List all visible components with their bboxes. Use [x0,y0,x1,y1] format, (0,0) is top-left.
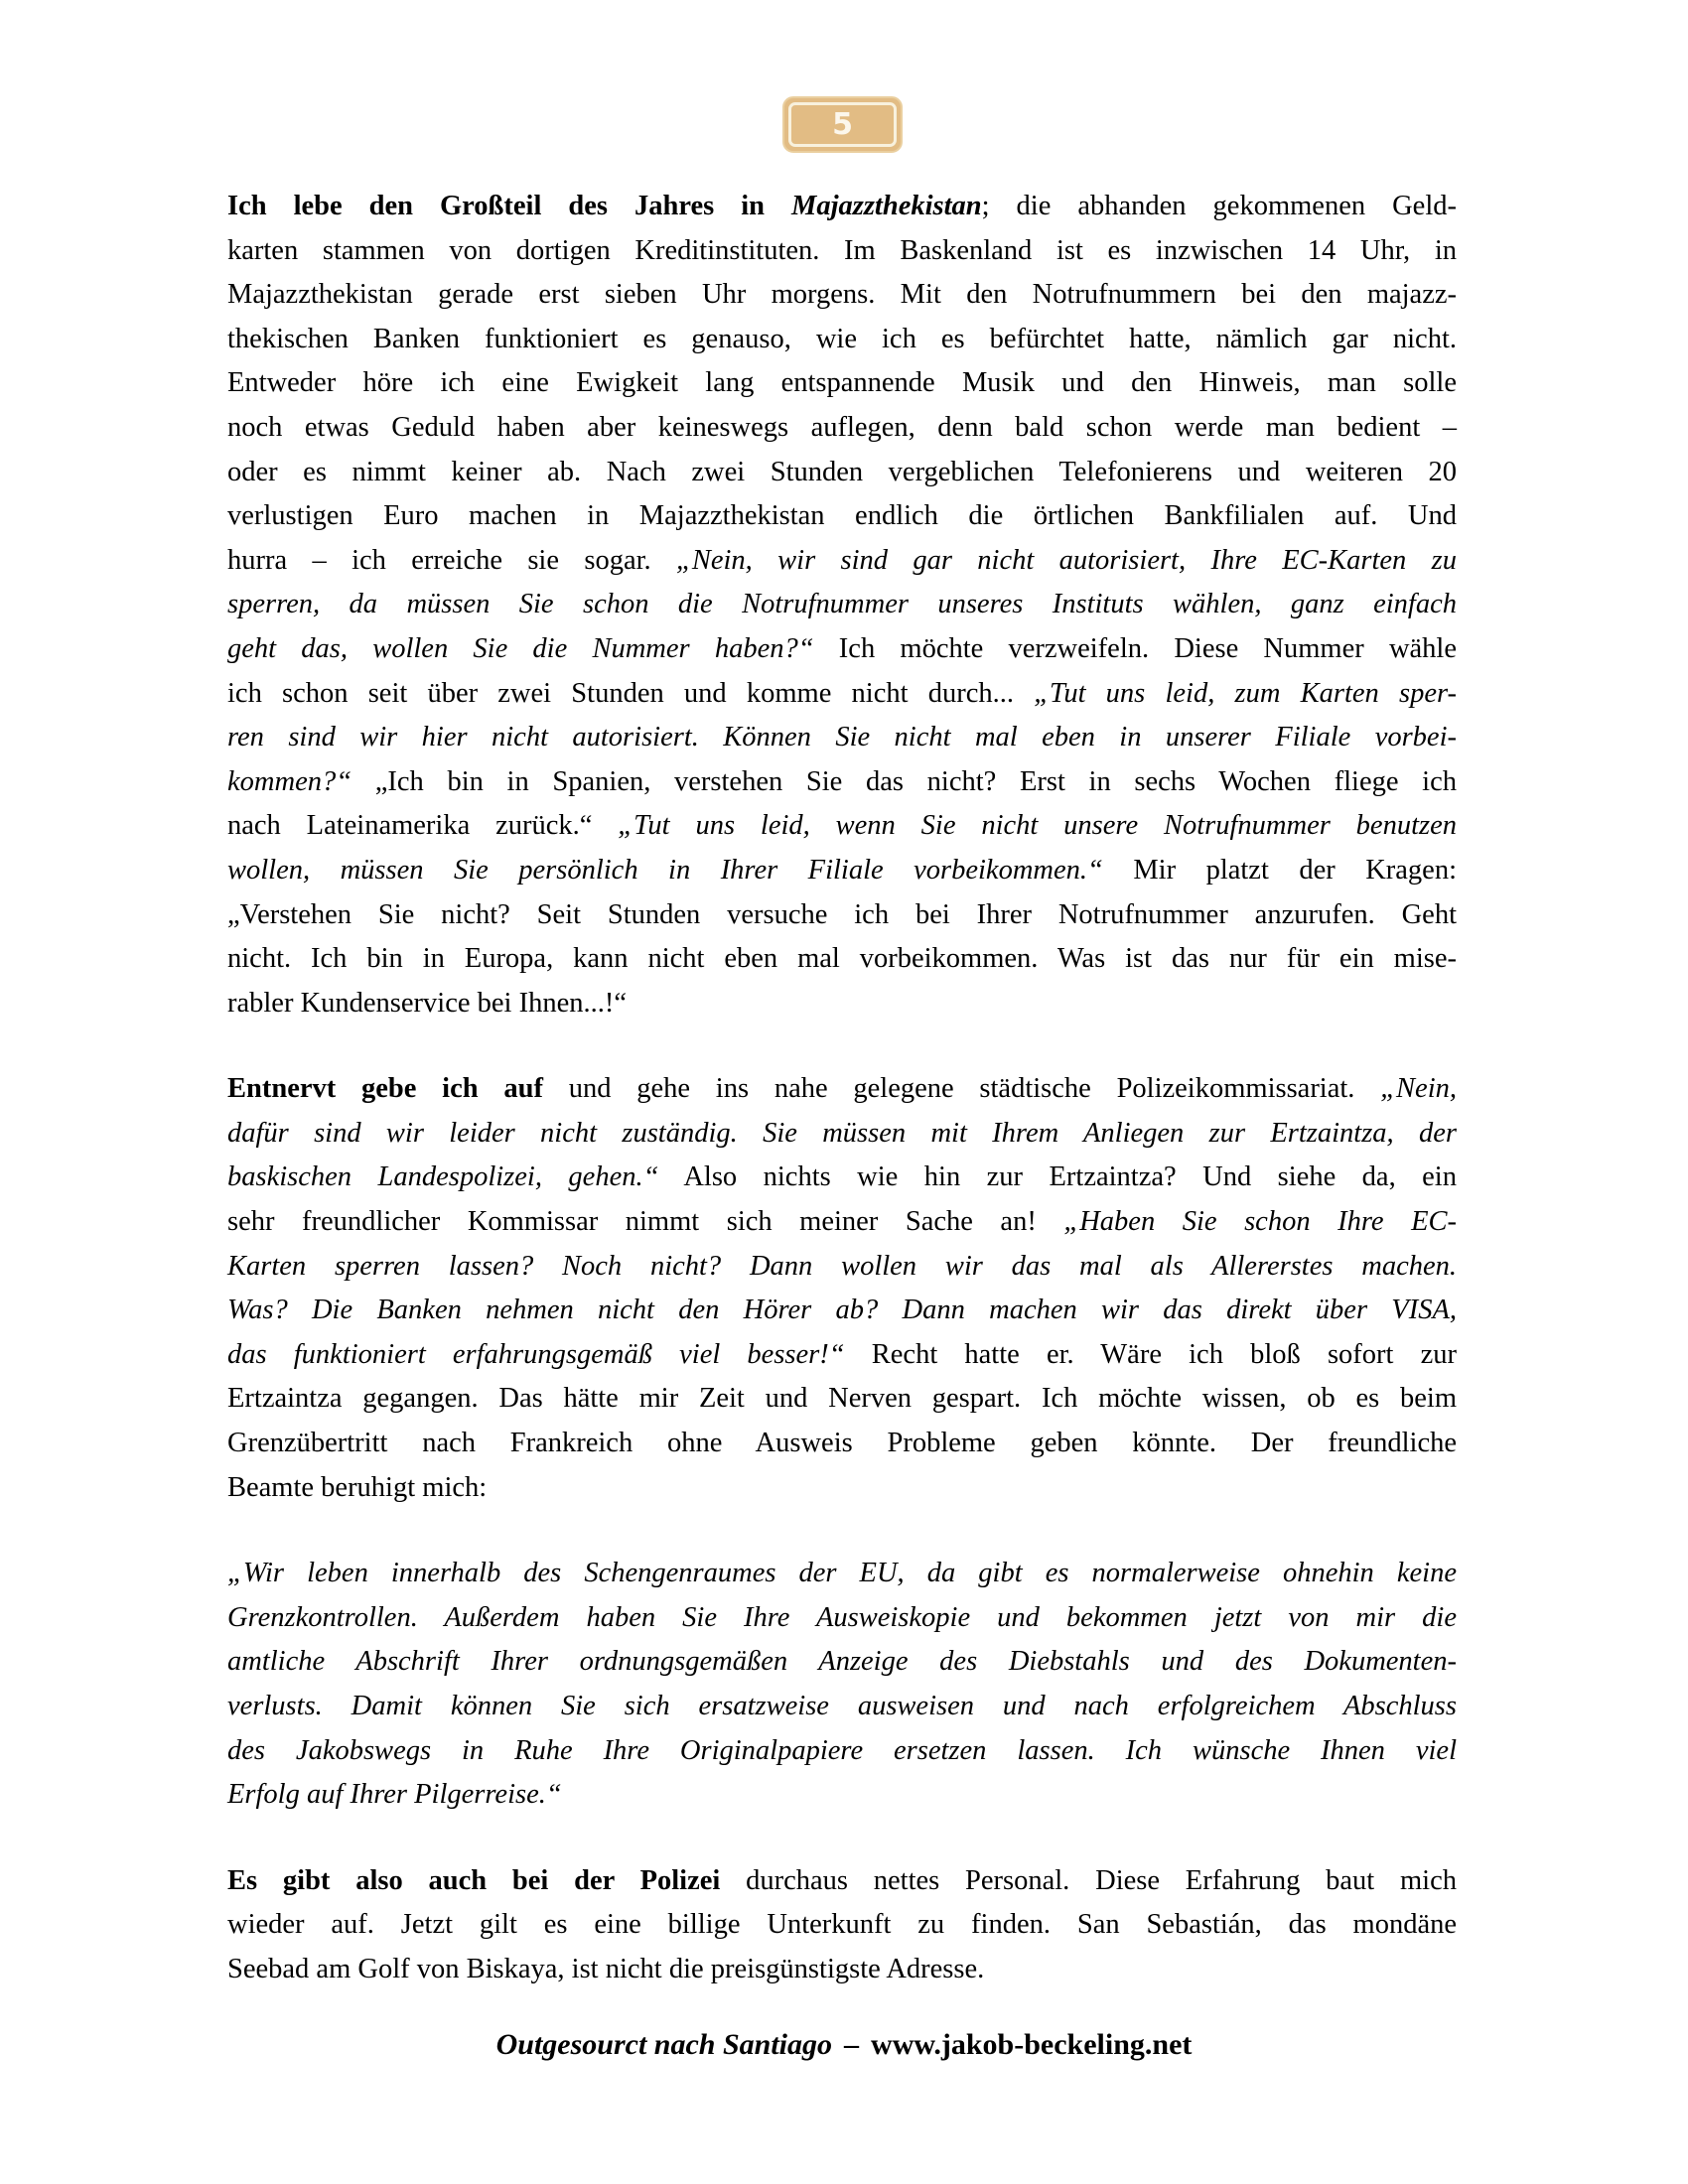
text-segment: „Wir leben innerhalb des Schengenraumes der EU, da gibt es normalerweise ohnehin keine [227,1558,1457,1589]
text-segment: Es gibt also auch bei der Polizei [227,1864,721,1896]
paragraph [227,1859,1457,1992]
text-line [227,1333,1457,1378]
text-segment: „Nein, [1380,1073,1457,1105]
text-segment: Entnervt gebe ich auf [227,1073,543,1105]
footer-book-title: Outgesourct nach Santiago [495,2028,833,2061]
text-line [227,406,1457,451]
text-line [227,1422,1457,1466]
text-line [227,1552,1457,1596]
text-segment: Erfolg auf Ihrer Pilgerreise.“ [227,1779,562,1811]
body-text [227,185,1457,1992]
text-line [227,893,1457,938]
text-segment: oder es nimmt keiner ab. Nach zwei Stunden vergeblichen Telefonierens und weiteren 20 [227,456,1457,487]
text-segment: Karten sperren lassen? Noch nicht? Dann wollen wir das mal als Allererstes machen. [227,1250,1457,1282]
text-line [227,1685,1457,1729]
text-segment: amtliche Abschrift Ihrer ordnungsgemäßen Anzeige des Diebstahls und des Dokumenten- [227,1646,1457,1678]
text-segment: Majazzthekistan [790,191,982,221]
text-segment: Mir platzt der Kragen: [1102,854,1457,886]
text-line [227,1859,1457,1904]
text-line [227,804,1457,849]
text-segment: Grenzkontrollen. Außerdem haben Sie Ihre Ausweiskopie und bekommen jetzt von mir die [227,1601,1457,1633]
text-segment: Majazzthekistan gerade erst sieben Uhr morgens. Mit den Notrufnummern bei den majazz- [227,279,1457,311]
text-segment: wollen, müssen Sie persönlich in Ihrer Filiale vorbeikommen.“ [227,854,1103,886]
text-segment: nach Lateinamerika zurück.“ [227,810,619,842]
text-line [227,1948,1457,1992]
text-segment: noch etwas Geduld haben aber keineswegs auflegen, denn bald schon werde man bedient – [227,411,1457,443]
text-segment: ; die abhanden gekommenen Geld- [981,191,1457,221]
text-segment: „Tut uns leid, wenn Sie nicht unsere Notrufnummer benutzen [618,810,1457,842]
text-line [227,1289,1457,1333]
text-line [227,716,1457,760]
text-segment: verlusts. Damit können Sie sich ersatzweise ausweisen und nach erfolgreichem Abschluss [227,1691,1457,1721]
text-line [227,1773,1457,1818]
text-line [227,273,1457,318]
text-line [227,361,1457,406]
text-line [227,982,1457,1026]
text-line [227,494,1457,539]
text-segment: geht das, wollen Sie die Nummer haben?“ [227,632,814,664]
text-line [227,1156,1457,1200]
text-segment: Grenzübertritt nach Frankreich ohne Ausweis Probleme geben könnte. Der freundliche [227,1428,1457,1459]
text-segment: rabler Kundenservice bei Ihnen...!“ [227,987,627,1019]
text-line [227,1200,1457,1245]
text-line [227,229,1457,274]
text-segment: wieder auf. Jetzt gilt es eine billige Unterkunft zu finden. San Sebastián, das mondäne [227,1909,1457,1941]
text-segment: „Ich bin in Spanien, verstehen Sie das nicht? Erst in sechs Wochen fliege ich [352,765,1457,797]
text-segment: Also nichts wie hin zur Ertzaintza? Und siehe da, ein [658,1161,1457,1193]
paragraph [227,1067,1457,1510]
text-segment: Ich lebe den Großteil des Jahres in [227,191,791,221]
text-line [227,1377,1457,1422]
text-line [227,937,1457,982]
text-segment: Ertzaintza gegangen. Das hätte mir Zeit und Nerven gespart. Ich möchte wissen, ob es beim [227,1383,1457,1415]
text-segment: „Nein, wir sind gar nicht autorisiert, Ihre EC-Karten zu [675,544,1457,576]
text-line [227,1729,1457,1774]
footer-website-url: www.jakob-beckeling.net [871,2028,1193,2061]
text-segment: sperren, da müssen Sie schon die Notrufnummer unseres Instituts wählen, ganz einfach [227,589,1457,620]
text-segment: durchaus nettes Personal. Diese Erfahrung baut mich [720,1864,1457,1896]
text-line [227,318,1457,362]
text-line [227,672,1457,717]
text-segment: hurra – ich erreiche sie sogar. [227,544,676,576]
text-line [227,627,1457,672]
text-line [227,1245,1457,1290]
paragraph [227,1552,1457,1818]
paragraph [227,185,1457,1025]
text-line [227,1466,1457,1511]
text-segment: „Verstehen Sie nicht? Seit Stunden versuche ich bei Ihrer Notrufnummer anzurufen. Geht [227,898,1457,930]
text-segment: karten stammen von dortigen Kreditinstituten. Im Baskenland ist es inzwischen 14 Uhr, in [227,234,1457,266]
text-segment: und gehe ins nahe gelegene städtische Polizeikommissariat. [542,1073,1381,1105]
text-line [227,185,1457,229]
text-segment: Seebad am Golf von Biskaya, ist nicht die preisgünstigste Adresse. [227,1953,985,1984]
page-footer [0,2028,1688,2062]
text-segment: Recht hatte er. Wäre ich bloß sofort zur [844,1338,1457,1370]
text-segment: nicht. Ich bin in Europa, kann nicht eben mal vorbeikommen. Was ist das nur für ein mise- [227,943,1457,975]
text-line [227,451,1457,495]
text-segment: baskischen Landespolizei, gehen.“ [227,1161,659,1193]
text-segment: das funktioniert erfahrungsgemäß viel besser!“ [227,1338,845,1370]
text-segment: „Tut uns leid, zum Karten sper- [1034,677,1458,709]
text-segment: Was? Die Banken nehmen nicht den Hörer ab? Dann machen wir das direkt über VISA, [227,1295,1457,1326]
text-segment: thekischen Banken funktioniert es genauso, wie ich es befürchtet hatte, nämlich gar nicht. [227,323,1457,354]
text-segment: ich schon seit über zwei Stunden und komme nicht durch... [227,677,1035,709]
footer-dash: – [844,2028,860,2061]
text-line [227,760,1457,805]
text-segment: ren sind wir hier nicht autorisiert. Können Sie nicht mal eben in unserer Filiale vorbei- [227,722,1457,753]
text-line [227,849,1457,893]
text-line [227,1067,1457,1112]
text-segment: kommen?“ [227,765,352,797]
page-number-badge [782,96,903,153]
text-segment: dafür sind wir leider nicht zuständig. Sie müssen mit Ihrem Anliegen zur Ertzaintza, der [227,1117,1457,1149]
text-line [227,1903,1457,1948]
text-line [227,1112,1457,1157]
text-segment: Entweder höre ich eine Ewigkeit lang entspannende Musik und den Hinweis, man solle [227,367,1457,399]
text-segment: verlustigen Euro machen in Majazzthekistan endlich die örtlichen Bankfilialen auf. Und [227,500,1457,532]
text-line [227,1640,1457,1685]
page-number: 5 [832,107,853,142]
text-segment: sehr freundlicher Kommissar nimmt sich meiner Sache an! [227,1206,1064,1238]
text-segment: Ich möchte verzweifeln. Diese Nummer wähle [813,632,1457,664]
text-segment: „Haben Sie schon Ihre EC- [1063,1206,1457,1238]
text-line [227,583,1457,627]
text-line [227,539,1457,584]
text-segment: Beamte beruhigt mich: [227,1471,488,1503]
text-line [227,1596,1457,1641]
text-segment: des Jakobswegs in Ruhe Ihre Originalpapiere ersetzen lassen. Ich wünsche Ihnen viel [227,1734,1457,1766]
